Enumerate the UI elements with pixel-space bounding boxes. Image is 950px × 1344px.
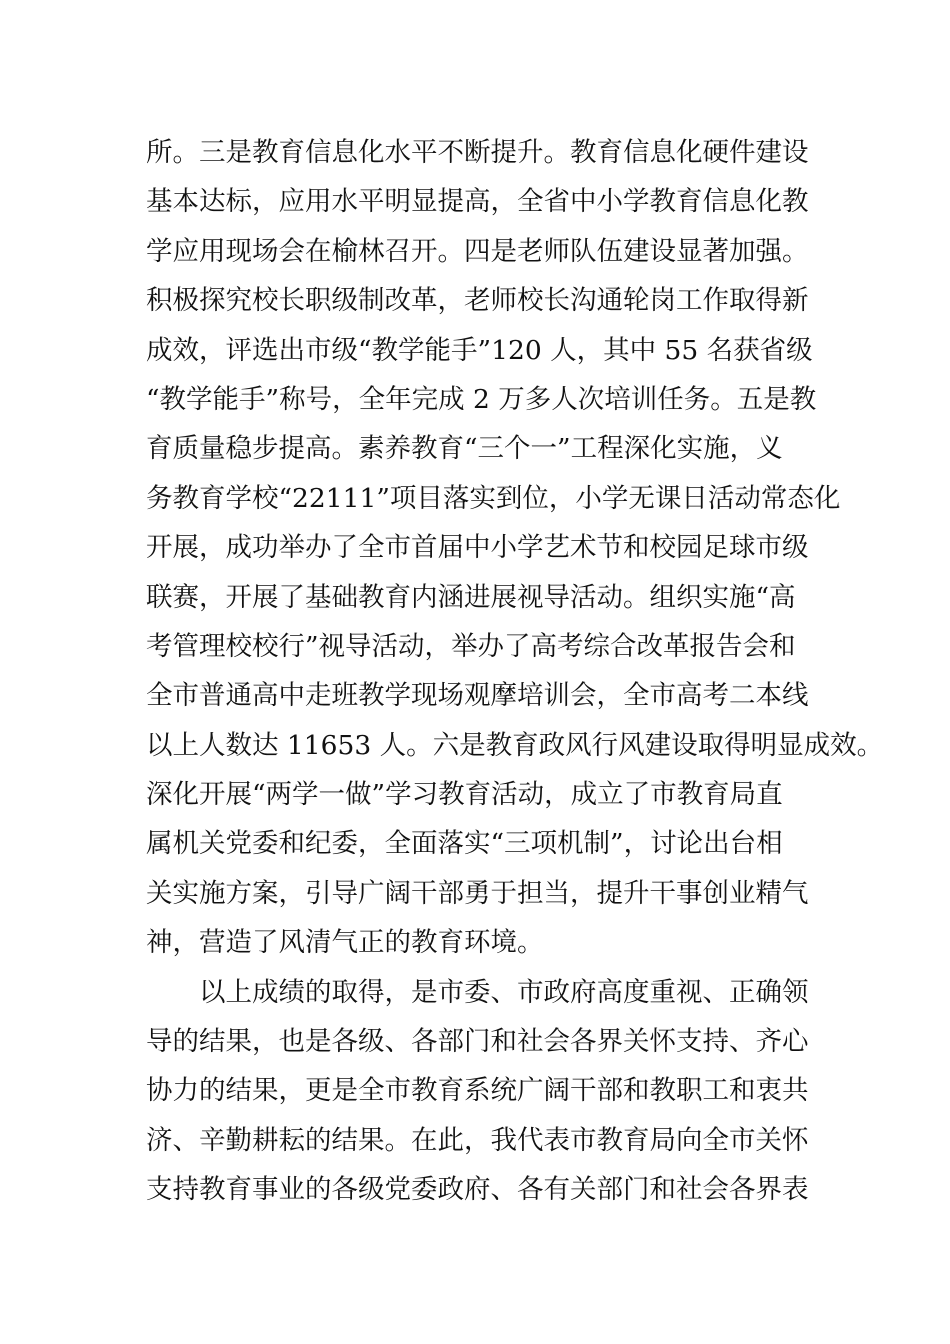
text-line: 开展，成功举办了全市首届中小学艺术节和校园足球市级 (146, 532, 809, 564)
text-line: 协力的结果，更是全市教育系统广阔干部和教职工和衷共 (146, 1075, 809, 1107)
text-line: 联赛，开展了基础教育内涵进展视导活动。组织实施“高 (146, 581, 796, 613)
text-line: 属机关党委和纪委，全面落实“三项机制”，讨论出台相 (146, 828, 783, 860)
text-line: 全市普通高中走班教学现场观摩培训会，全市高考二本线 (146, 680, 809, 712)
text-line: 考管理校校行”视导活动，举办了高考综合改革报告会和 (146, 630, 796, 662)
text-line: 神，营造了风清气正的教育环境。 (146, 927, 544, 959)
document-body (146, 128, 884, 1215)
paragraph-acknowledgement (146, 968, 846, 1215)
text-line: 育质量稳步提高。素养教育“三个一”工程深化实施，义 (146, 433, 783, 465)
text-line: 深化开展“两学一做”学习教育活动，成立了市教育局直 (146, 779, 783, 811)
text-line: 以上人数达 11653 人。六是教育政风行风建设取得明显成效。 (146, 729, 884, 761)
text-line: 积极探究校长职级制改革，老师校长沟通轮岗工作取得新 (146, 285, 809, 317)
text-line: 学应用现场会在榆林召开。四是老师队伍建设显著加强。 (146, 235, 809, 267)
text-line: 基本达标，应用水平明显提高，全省中小学教育信息化教 (146, 186, 809, 218)
text-line: 成效，评选出市级“教学能手”120 人，其中 55 名获省级 (146, 334, 813, 366)
text-line: 关实施方案，引导广阔干部勇于担当，提升干事创业精气 (146, 877, 809, 909)
text-line: 以上成绩的取得，是市委、市政府高度重视、正确领 (199, 976, 809, 1008)
text-line: 导的结果，也是各级、各部门和社会各界关怀支持、齐心 (146, 1026, 809, 1058)
text-line: 济、辛勤耕耘的结果。在此，我代表市教育局向全市关怀 (146, 1124, 809, 1156)
paragraph-achievements (146, 128, 884, 968)
text-line: 务教育学校“22111”项目落实到位，小学无课日活动常态化 (146, 482, 841, 514)
text-line: “教学能手”称号，全年完成 2 万多人次培训任务。五是教 (146, 383, 817, 415)
text-line: 支持教育事业的各级党委政府、各有关部门和社会各界表 (146, 1174, 809, 1206)
text-line: 所。三是教育信息化水平不断提升。教育信息化硬件建设 (146, 137, 809, 168)
